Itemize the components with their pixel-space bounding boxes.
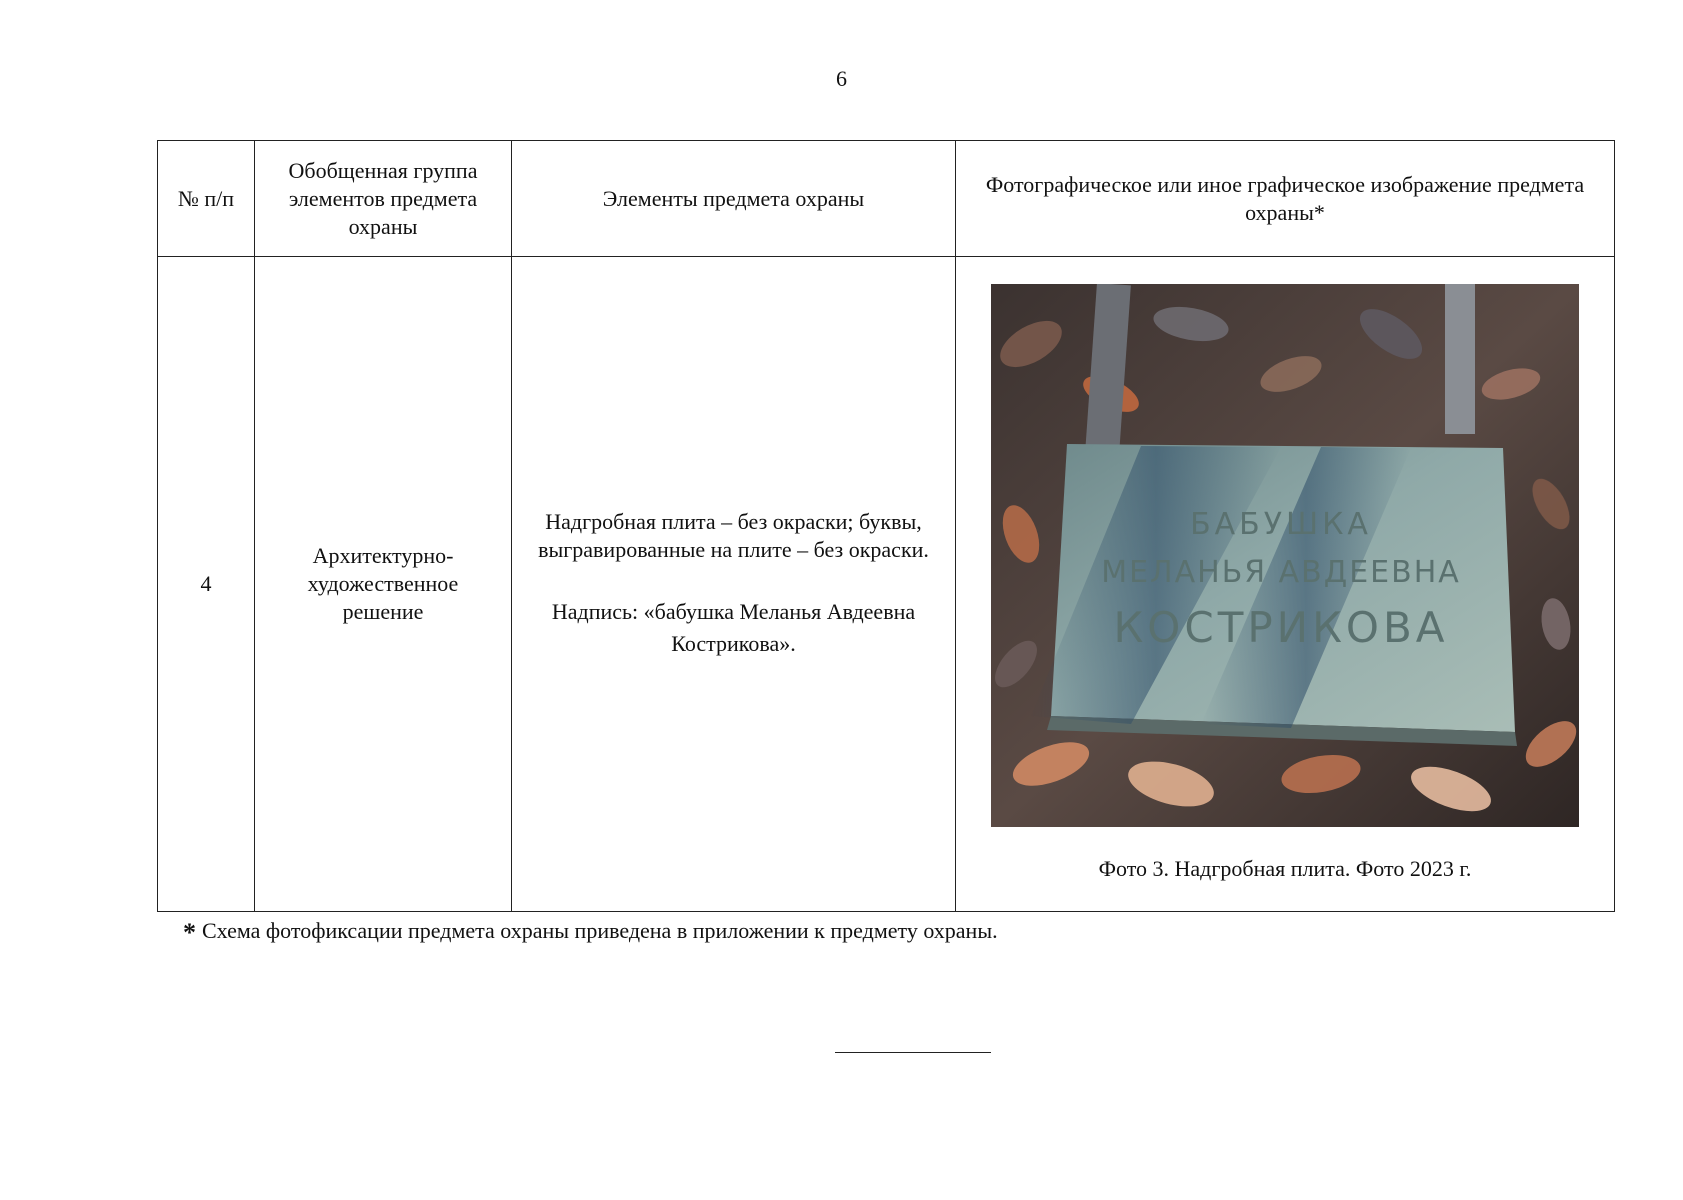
tombstone-photo	[991, 284, 1579, 827]
header-number: № п/п	[158, 141, 255, 257]
row-photo	[956, 257, 1615, 912]
header-group: Обобщенная группа элементов предмета охраны	[255, 141, 512, 257]
inscription-line-2: МЕЛАНЬЯ АВДЕЕВНА	[1101, 555, 1461, 590]
footnote	[183, 918, 998, 948]
header-image: Фотографическое или иное графическое изображение предмета охраны*	[956, 141, 1615, 257]
row-number: 4	[158, 257, 255, 912]
inscription-line-1: БАБУШКА	[1190, 507, 1372, 542]
row-group: Архитектурно-художественное решение	[255, 257, 512, 912]
row-elements	[512, 257, 956, 912]
photo-caption: Фото 3. Надгробная плита. Фото 2023 г.	[1098, 856, 1472, 881]
footnote-text: Схема фотофиксации предмета охраны приведена в приложении к предмету охраны.	[202, 918, 998, 943]
inscription-line-3: КОСТРИКОВА	[1113, 603, 1449, 652]
table-row	[158, 257, 1615, 912]
elements-description: Надгробная плита – без окраски; буквы, выгравированные на плите – без окраски.	[538, 509, 929, 562]
footnote-mark: *	[183, 918, 196, 947]
elements-inscription: Надпись: «бабушка Меланья Авдеевна Кострикова».	[551, 599, 916, 656]
page-number: 6	[836, 66, 847, 91]
table-header-row	[158, 141, 1615, 257]
header-elements: Элементы предмета охраны	[512, 141, 956, 257]
protection-table	[157, 140, 1615, 912]
end-divider	[835, 1052, 991, 1053]
